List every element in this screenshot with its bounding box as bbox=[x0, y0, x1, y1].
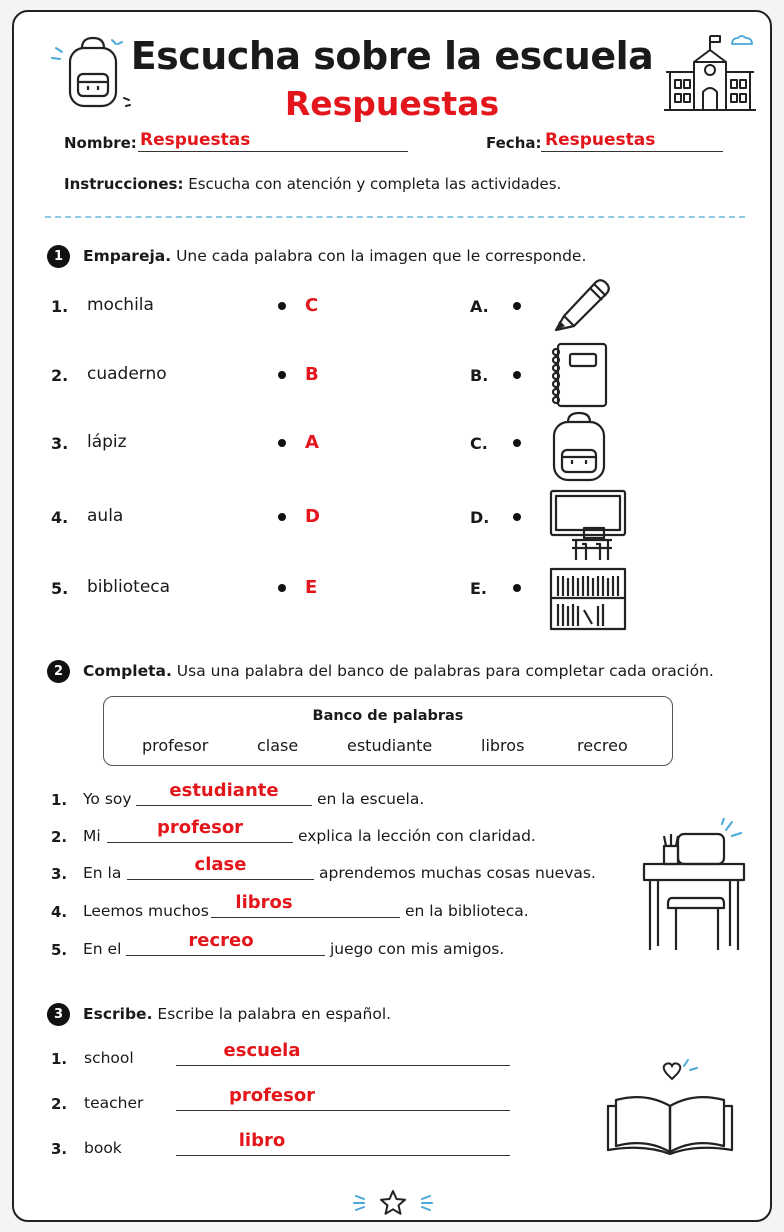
match-dot-left[interactable] bbox=[278, 513, 286, 521]
school-desk-icon bbox=[638, 818, 750, 956]
match-dot-right[interactable] bbox=[513, 302, 521, 310]
instructions-label: Instrucciones: bbox=[64, 175, 184, 193]
match-word: aula bbox=[87, 506, 124, 526]
match-dot-left[interactable] bbox=[278, 439, 286, 447]
word-bank-item: profesor bbox=[142, 736, 209, 755]
match-letter: D. bbox=[470, 508, 490, 527]
sentence-number: 3. bbox=[51, 865, 68, 883]
section-1-title bbox=[83, 247, 586, 265]
match-dot-left[interactable] bbox=[278, 584, 286, 592]
word-bank-item: libros bbox=[481, 736, 525, 755]
translation-answer: libro bbox=[238, 1130, 286, 1151]
sentence-before: Yo soy bbox=[83, 790, 132, 808]
page-subtitle: Respuestas bbox=[284, 84, 500, 123]
match-letter: B. bbox=[470, 366, 489, 385]
match-number: 5. bbox=[51, 579, 69, 598]
match-number: 4. bbox=[51, 508, 69, 527]
match-letter: C. bbox=[470, 434, 488, 453]
match-answer: A bbox=[305, 432, 319, 453]
sentence-number: 5. bbox=[51, 941, 68, 959]
section-2-title-bold: Completa. bbox=[83, 662, 172, 680]
translation-blank[interactable] bbox=[176, 1130, 510, 1156]
sentence-number: 1. bbox=[51, 791, 68, 809]
sentence-answer: estudiante bbox=[169, 780, 279, 801]
date-value: Respuestas bbox=[545, 130, 656, 150]
section-3-number: 3 bbox=[47, 1003, 70, 1026]
translation-blank[interactable] bbox=[176, 1040, 510, 1066]
pencil-icon bbox=[548, 272, 612, 334]
sentence-blank[interactable] bbox=[127, 854, 314, 880]
match-letter: A. bbox=[470, 297, 489, 316]
sentence-number: 4. bbox=[51, 903, 68, 921]
match-dot-left[interactable] bbox=[278, 302, 286, 310]
sentence-answer: recreo bbox=[188, 930, 254, 951]
word-bank-item: clase bbox=[257, 736, 299, 755]
instructions-text: Escucha con atención y completa las actividades. bbox=[188, 175, 562, 193]
match-dot-right[interactable] bbox=[513, 371, 521, 379]
star-decoration-icon bbox=[350, 1186, 436, 1220]
translation-answer: escuela bbox=[223, 1040, 301, 1061]
section-3-title bbox=[83, 1005, 391, 1023]
sentence-answer: clase bbox=[194, 854, 247, 875]
match-answer: B bbox=[305, 364, 319, 385]
word-bank-title: Banco de palabras bbox=[312, 708, 464, 724]
sentence-after: en la escuela. bbox=[317, 790, 425, 808]
bookshelf-icon bbox=[548, 566, 628, 632]
sentence-blank[interactable] bbox=[107, 817, 293, 843]
section-2-title bbox=[83, 662, 714, 680]
open-book-icon bbox=[600, 1056, 740, 1156]
match-word: cuaderno bbox=[87, 364, 167, 384]
match-word: biblioteca bbox=[87, 577, 171, 597]
translation-number: 3. bbox=[51, 1140, 68, 1158]
translation-answer: profesor bbox=[228, 1085, 316, 1106]
match-answer: C bbox=[305, 295, 319, 316]
match-word: mochila bbox=[87, 295, 154, 315]
english-word: book bbox=[84, 1139, 122, 1157]
sentence-answer: libros bbox=[235, 892, 293, 913]
translation-blank[interactable] bbox=[176, 1085, 510, 1111]
sentence-after: en la biblioteca. bbox=[405, 902, 529, 920]
match-number: 1. bbox=[51, 297, 69, 316]
sentence-blank[interactable] bbox=[126, 930, 325, 956]
sentence-before: Mi bbox=[83, 827, 101, 845]
word-bank-item: estudiante bbox=[347, 736, 433, 755]
sentence-answer: profesor bbox=[156, 817, 244, 838]
sentence-before: Leemos muchos bbox=[83, 902, 209, 920]
sentence-blank[interactable] bbox=[211, 892, 400, 918]
match-dot-right[interactable] bbox=[513, 584, 521, 592]
section-2-number: 2 bbox=[47, 660, 70, 683]
date-label: Fecha: bbox=[486, 134, 542, 152]
instructions bbox=[64, 175, 561, 193]
sentence-after: aprendemos muchas cosas nuevas. bbox=[319, 864, 596, 882]
backpack-icon bbox=[548, 410, 610, 484]
match-answer: E bbox=[305, 577, 318, 598]
sentence-before: En la bbox=[83, 864, 122, 882]
sentence-blank[interactable] bbox=[136, 780, 312, 806]
sentence-number: 2. bbox=[51, 828, 68, 846]
section-3-title-text: Escribe la palabra en español. bbox=[157, 1005, 392, 1023]
name-label: Nombre: bbox=[64, 134, 137, 152]
classroom-icon bbox=[548, 488, 628, 562]
name-value: Respuestas bbox=[140, 130, 251, 150]
translation-number: 1. bbox=[51, 1050, 68, 1068]
dashed-divider bbox=[45, 216, 745, 218]
match-dot-right[interactable] bbox=[513, 513, 521, 521]
sentence-before: En el bbox=[83, 940, 122, 958]
match-number: 3. bbox=[51, 434, 69, 453]
word-bank-item: recreo bbox=[577, 736, 628, 755]
sentence-after: juego con mis amigos. bbox=[330, 940, 505, 958]
english-word: teacher bbox=[84, 1094, 144, 1112]
section-1-number: 1 bbox=[47, 245, 70, 268]
name-field[interactable] bbox=[138, 132, 408, 152]
word-bank bbox=[103, 696, 673, 766]
date-field[interactable] bbox=[541, 132, 723, 152]
section-3-title-bold: Escribe. bbox=[83, 1005, 153, 1023]
match-word: lápiz bbox=[87, 432, 127, 452]
match-number: 2. bbox=[51, 366, 69, 385]
translation-number: 2. bbox=[51, 1095, 68, 1113]
section-2-title-text: Usa una palabra del banco de palabras para completar cada oración. bbox=[176, 662, 714, 680]
section-1-title-bold: Empareja. bbox=[83, 247, 172, 265]
match-dot-left[interactable] bbox=[278, 371, 286, 379]
notebook-icon bbox=[548, 340, 610, 410]
page-title: Escucha sobre la escuela bbox=[130, 34, 654, 78]
match-answer: D bbox=[305, 506, 320, 527]
match-letter: E. bbox=[470, 579, 488, 598]
sentence-after: explica la lección con claridad. bbox=[298, 827, 536, 845]
english-word: school bbox=[84, 1049, 134, 1067]
section-1-title-text: Une cada palabra con la imagen que le corresponde. bbox=[176, 247, 587, 265]
match-dot-right[interactable] bbox=[513, 439, 521, 447]
